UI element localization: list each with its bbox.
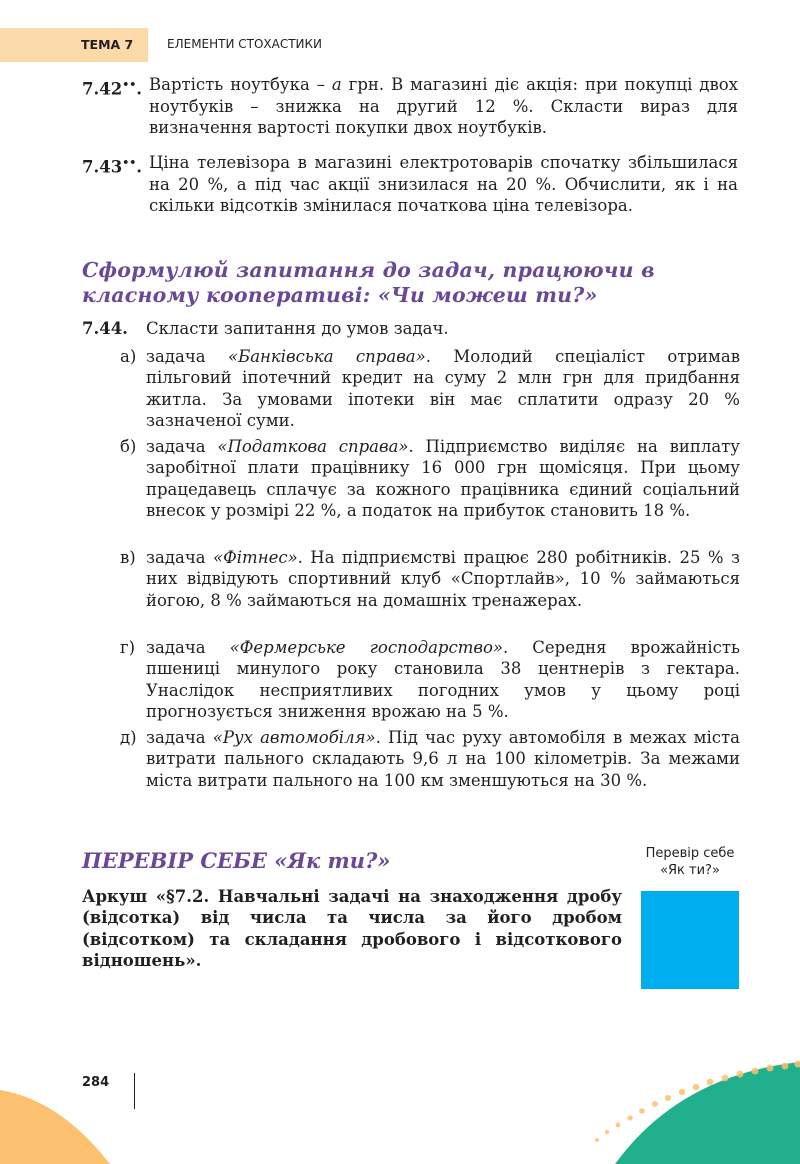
subtask-text: задача «Податкова справа». Підприємство виділяє на виплату заробітної плати працівнику 16 000 грн щомісяця. При цьому працедавець сплачує за кожного працівника єдиний соціальний внесок у розмірі 22 %, а податок на прибуток становить 18 %. bbox=[146, 437, 741, 520]
subtask-a bbox=[120, 346, 740, 431]
subtask-v bbox=[120, 547, 740, 611]
subtask-d bbox=[120, 727, 740, 791]
chapter-header bbox=[0, 28, 800, 62]
self-check-label: Перевір себе «Як ти?» bbox=[645, 846, 735, 878]
page-number-divider bbox=[134, 1073, 135, 1109]
topic-title: ЕЛЕМЕНТИ СТОХАСТИКИ bbox=[167, 37, 323, 51]
subtask-text: задача «Фермерське господарство». Середня врожайність пшениці минулого року становила 38 центнерів з гектара. Унаслідок несприятливих погодних умов у цьому році прогнозується зниження врожаю на 5 %. bbox=[146, 638, 740, 721]
worksheet-reference: Аркуш «§7.2. Навчальні задачі на знаходження дробу (відсотка) від числа та числа за його дробом (відсотком) та складання дробового і відсоткового відношень». bbox=[82, 887, 622, 971]
task-7-43 bbox=[82, 152, 738, 217]
subtask-letter: а) bbox=[120, 347, 137, 366]
subtask-b bbox=[120, 436, 740, 521]
subtask-letter: д) bbox=[120, 728, 137, 747]
subtask-letter: в) bbox=[120, 548, 136, 567]
cooperative-heading: Сформулюй запитання до задач, працюючи в класному кооперативі: «Чи можеш ти?» bbox=[82, 258, 655, 307]
task-7-44-intro: Скласти запитання до умов задач. bbox=[146, 319, 449, 338]
subtask-letter: г) bbox=[120, 638, 136, 657]
task-7-42 bbox=[82, 74, 738, 139]
self-check-heading: ПЕРЕВІР СЕБЕ «Як ти?» bbox=[82, 848, 391, 873]
subtask-text: задача «Фітнес». На підприємстві працює 280 робітників. 25 % з них відвідують спортивний клуб «Спортлайв», 10 % займаються йогою, 8 % займаються на домашніх тренажерах. bbox=[146, 548, 741, 610]
task-text: Ціна телевізора в магазині електротоварів спочатку збільшилася на 20 %, а під час акції знизилася на 20 %. Обчислити, як і на скільки відсотків змінилася початкова ціна телевізора. bbox=[149, 153, 738, 216]
subtask-text: задача «Рух автомобіля». Під час руху автомобіля в межах міста витрати пального складають 9,6 л на 100 кілометрів. За межами міста витрати пального на 100 км зменшуються на 30 %. bbox=[146, 728, 740, 790]
orange-corner-shape bbox=[0, 1090, 110, 1164]
subtask-h bbox=[120, 637, 740, 722]
subtask-letter: б) bbox=[120, 437, 137, 456]
task-number: 7.43••. bbox=[82, 156, 142, 177]
page-number: 284 bbox=[82, 1075, 110, 1090]
task-7-44-number: 7.44. bbox=[82, 319, 128, 338]
task-text: Вартість ноутбука – a грн. В магазині діє акція: при покупці двох ноутбуків – знижка на другий 12 %. Скласти вираз для визначення вартості покупки двох ноутбуків. bbox=[149, 75, 738, 138]
self-check-qr-code[interactable] bbox=[641, 891, 739, 989]
subtask-text: задача «Банківська справа». Молодий спеціаліст отримав пільговий іпотечний кредит на суму 2 млн грн для придбання житла. За умовами іпотеки він має сплатити одразу 20 % зазначеної суми. bbox=[146, 347, 740, 430]
task-number: 7.42••. bbox=[82, 78, 142, 99]
topic-label: ТЕМА 7 bbox=[81, 37, 134, 52]
